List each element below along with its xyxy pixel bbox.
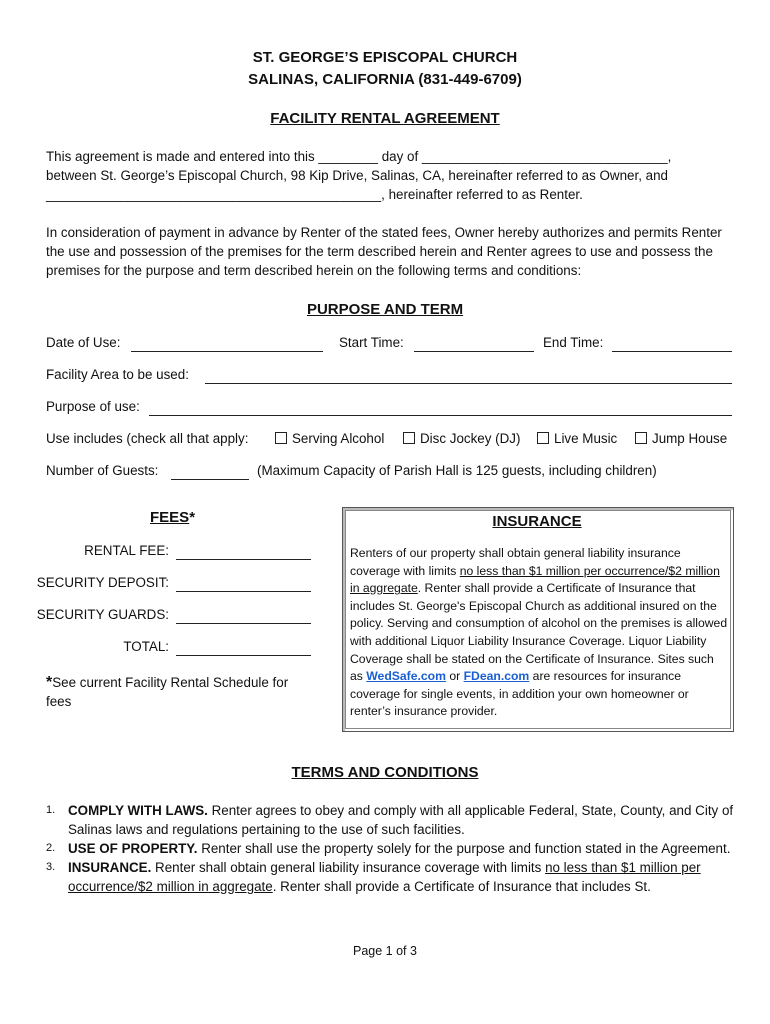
term-text: Renter agrees to obey and comply with all applicable Federal, State, County, and City of Salinas laws and regulations pertaining to the use of such facilities. <box>68 803 734 837</box>
fees-heading <box>150 509 195 526</box>
fees-note <box>46 673 316 711</box>
term-number: 3. <box>46 861 56 873</box>
intro-line-1: This agreement is made and entered into this ________ day of _________________________________, <box>46 149 672 164</box>
facility-area-label: Facility Area to be used: <box>46 367 189 382</box>
guests-label: Number of Guests: <box>46 463 159 478</box>
term-text-2: . Renter shall provide a Certificate of Insurance that includes St. <box>272 879 651 894</box>
insurance-limits: no less than $1 million per occurrence/$2 million in aggregate <box>350 563 720 596</box>
fees-asterisk: * <box>189 509 196 526</box>
option-label: Live Music <box>554 431 618 446</box>
security-guards-label: SECURITY GUARDS: <box>36 607 169 622</box>
fdean-link[interactable]: FDean.com <box>463 669 530 684</box>
fees-note-text: See current Facility Rental Schedule for fees <box>46 675 289 709</box>
checkbox-icon[interactable] <box>635 432 647 444</box>
fees-heading-text: FEES <box>150 509 190 526</box>
option-label: Jump House <box>652 431 728 446</box>
term-title: INSURANCE. <box>68 860 152 875</box>
term-item <box>46 839 736 858</box>
security-deposit-label: SECURITY DEPOSIT: <box>36 575 169 590</box>
facility-area-field[interactable] <box>205 383 732 384</box>
agreement-title: FACILITY RENTAL AGREEMENT <box>270 110 500 127</box>
term-item <box>46 801 736 839</box>
end-time-label: End Time: <box>543 335 604 350</box>
purpose-field[interactable] <box>149 415 732 416</box>
start-time-field[interactable] <box>414 351 534 352</box>
term-title: USE OF PROPERTY. <box>68 841 198 856</box>
purpose-label: Purpose of use: <box>46 399 140 414</box>
intro-paragraph-2: In consideration of payment in advance by Renter of the stated fees, Owner hereby authorizes and permits Renter the use and possession of the premises for the term described herein and Renter agrees to use and possess the premises for the purpose and term described herein on the following terms and conditions: <box>46 225 722 278</box>
intro-line-2: between St. George’s Episcopal Church, 98 Kip Drive, Salinas, CA, hereinafter referred to as Owner, and <box>46 168 668 183</box>
intro-line-3: _____________________________________________, hereinafter referred to as Renter. <box>46 187 583 202</box>
use-includes-label: Use includes (check all that apply: <box>46 431 249 446</box>
page-number: Page 1 of 3 <box>353 944 417 958</box>
terms-list <box>46 801 736 896</box>
rental-fee-field[interactable] <box>176 559 311 560</box>
date-field[interactable] <box>131 351 323 352</box>
terms-heading: TERMS AND CONDITIONS <box>291 764 479 781</box>
term-title: COMPLY WITH LAWS. <box>68 803 208 818</box>
option-disc-jockey[interactable] <box>403 431 520 446</box>
capacity-note: (Maximum Capacity of Parish Hall is 125 guests, including children) <box>257 463 657 478</box>
end-time-field[interactable] <box>612 351 732 352</box>
option-label: Serving Alcohol <box>292 431 385 446</box>
option-label: Disc Jockey (DJ) <box>420 431 521 446</box>
total-label: TOTAL: <box>123 639 169 654</box>
insurance-text-1: Renters of our property shall obtain general liability insurance coverage with limits <box>350 546 681 578</box>
church-location: SALINAS, CALIFORNIA (831-449-6709) <box>248 71 522 88</box>
security-deposit-field[interactable] <box>176 591 311 592</box>
wedsafe-link[interactable]: WedSafe.com <box>366 669 446 684</box>
checkbox-icon[interactable] <box>403 432 415 444</box>
start-time-label: Start Time: <box>339 335 404 350</box>
date-label: Date of Use: <box>46 335 121 350</box>
insurance-heading: INSURANCE <box>492 513 582 530</box>
option-live-music[interactable] <box>537 431 617 446</box>
intro-paragraph-1 <box>46 147 736 204</box>
guests-field[interactable] <box>171 479 249 480</box>
insurance-text <box>350 545 730 721</box>
term-text: Renter shall use the property solely for the purpose and function stated in the Agreement. <box>197 841 731 856</box>
security-guards-field[interactable] <box>176 623 311 624</box>
option-jump-house[interactable] <box>635 431 727 446</box>
insurance-text-3: or <box>445 669 464 684</box>
rental-fee-label: RENTAL FEE: <box>84 543 169 558</box>
checkbox-icon[interactable] <box>537 432 549 444</box>
checkbox-icon[interactable] <box>275 432 287 444</box>
term-item <box>46 858 736 896</box>
fees-note-asterisk: * <box>46 674 53 691</box>
insurance-text-2: . Renter shall provide a Certificate of Insurance that includes St. George's Episcopal Church as additional insured on the policy. Serving and consumption of alcohol on the premises is allowed with additional Liquor Liability Insurance Coverage. Liquor Liability Coverage shall be stated on the Certificate of Insurance. Sites such as <box>350 581 728 684</box>
insurance-text-4: are resources for insurance coverage for single events, in addition your own homeowner or renter’s insurance provider. <box>350 669 689 719</box>
term-number: 2. <box>46 842 56 854</box>
church-name: ST. GEORGE’S EPISCOPAL CHURCH <box>252 49 518 66</box>
term-text: Renter shall obtain general liability insurance coverage with limits <box>151 860 546 875</box>
purpose-heading: PURPOSE AND TERM <box>306 301 464 318</box>
term-limits: no less than $1 million per occurrence/$2 million in aggregate <box>68 860 701 894</box>
total-field[interactable] <box>176 655 311 656</box>
term-number: 1. <box>46 804 56 816</box>
option-serving-alcohol[interactable] <box>275 431 384 446</box>
